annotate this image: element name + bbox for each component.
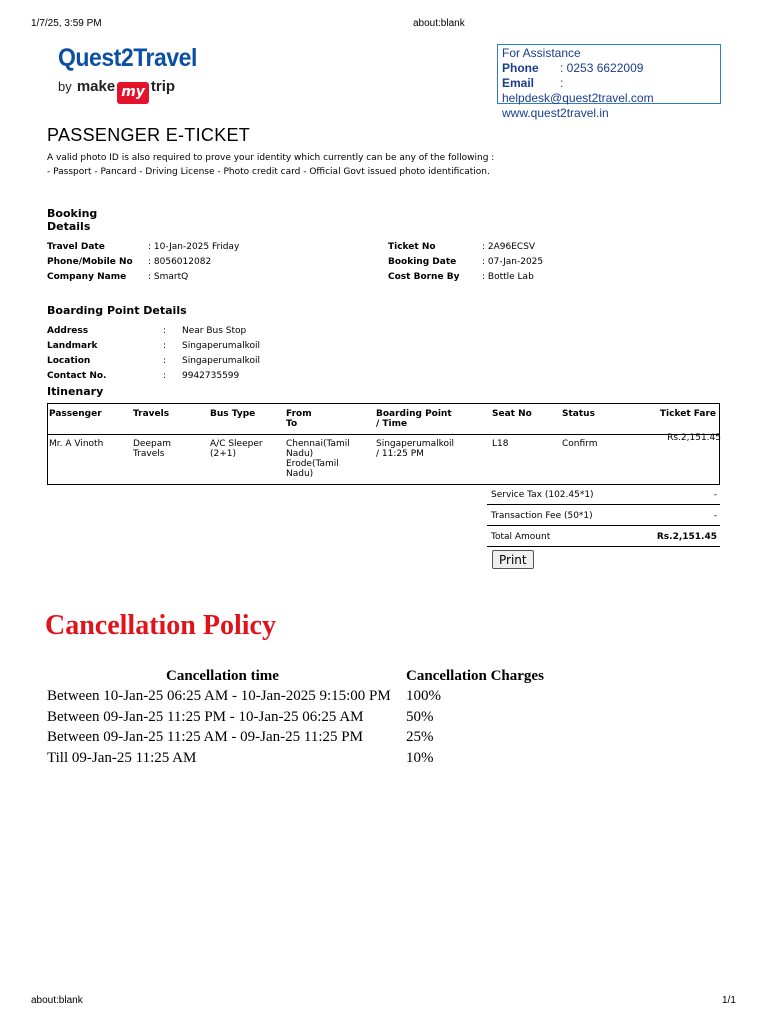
company-name-label: Company Name xyxy=(47,272,127,282)
service-tax-label: Service Tax (102.45*1) xyxy=(491,490,594,500)
booking-heading-line1: Booking xyxy=(47,207,98,220)
row-seat: L18 xyxy=(492,439,509,449)
cancellation-time: Till 09-Jan-25 11:25 AM xyxy=(47,749,197,766)
boarding-details: Address : Near Bus Stop Landmark : Singaperumalkoil Location : Singaperumalkoil Contact No. : 9942735599 xyxy=(47,326,260,381)
itinerary-heading: Itinenary xyxy=(47,385,104,398)
travel-date-label: Travel Date xyxy=(47,242,105,252)
fare-summary xyxy=(487,485,720,547)
row-fare: Rs.2,151.45 xyxy=(667,433,721,443)
col-status: Status xyxy=(562,409,595,419)
id-list: - Passport - Pancard - Driving License - Photo credit card - Official Govt issued photo identification. xyxy=(47,167,490,177)
col-cancellation-time: Cancellation time xyxy=(166,668,279,684)
email-value: : helpdesk@quest2travel.com xyxy=(502,76,654,105)
ticket-no-label: Ticket No xyxy=(388,242,436,252)
website-link[interactable]: www.quest2travel.in xyxy=(502,106,609,120)
col-from: From xyxy=(286,409,312,419)
col-to: To xyxy=(286,419,298,429)
row-bus-line1: A/C Sleeper xyxy=(210,439,263,449)
col-travels: Travels xyxy=(133,409,170,419)
row-from-line1: Chennai(Tamil xyxy=(286,439,350,449)
phone-mobile-label: Phone/Mobile No xyxy=(47,257,133,267)
col-seat: Seat No xyxy=(492,409,532,419)
logo-brand: Quest2Travel xyxy=(58,44,197,72)
row-travels xyxy=(133,439,171,459)
landmark-value: Singaperumalkoil xyxy=(182,341,260,351)
ticket-no-value: 2A96ECSV xyxy=(487,242,536,252)
cost-borne-label: Cost Borne By xyxy=(388,272,460,282)
landmark-label: Landmark xyxy=(47,341,98,351)
company-name-value: SmartQ xyxy=(153,272,189,282)
row-travels-line1: Deepam xyxy=(133,439,171,449)
contact-value: 9942735599 xyxy=(182,371,240,381)
cancellation-charge: 25% xyxy=(406,729,434,745)
email-label: Email xyxy=(502,76,535,90)
col-boarding xyxy=(376,409,452,429)
id-note: A valid photo ID is also required to prove your identity which currently can be any of the following : xyxy=(47,153,495,163)
col-passenger: Passenger xyxy=(49,409,102,419)
assistance-box xyxy=(497,44,721,120)
booking-date-value: 07-Jan-2025 xyxy=(487,257,544,267)
row-to-line2: Nadu) xyxy=(286,469,314,479)
row-status: Confirm xyxy=(562,439,598,449)
row-boarding xyxy=(376,439,454,459)
transaction-fee-row xyxy=(487,506,720,526)
cancellation-time: Between 10-Jan-25 06:25 AM - 10-Jan-2025 9:15:00 PM xyxy=(47,688,391,704)
print-datetime: 1/7/25, 3:59 PM xyxy=(31,18,102,29)
cancellation-time: Between 09-Jan-25 11:25 PM - 10-Jan-25 06:25 AM xyxy=(47,708,364,725)
booking-heading-line2: Details xyxy=(47,220,91,233)
logo-trip: trip xyxy=(150,78,176,95)
phone-mobile-value: 8056012082 xyxy=(153,257,212,267)
booking-heading xyxy=(47,207,97,233)
transaction-fee-value: - xyxy=(713,511,717,521)
phone-label: Phone xyxy=(502,61,539,75)
booking-left: Travel Date : 10-Jan-2025 Friday Phone/Mobile No : 8056012082 Company Name : SmartQ xyxy=(47,242,240,282)
cost-borne-value: Bottle Lab xyxy=(487,272,534,282)
print-footer-url: about:blank xyxy=(31,995,83,1006)
transaction-fee-label: Transaction Fee (50*1) xyxy=(491,511,593,521)
itinerary-header-divider xyxy=(48,434,719,435)
col-from-to xyxy=(286,409,312,429)
address-label: Address xyxy=(47,326,89,336)
total-row xyxy=(487,527,720,547)
cancellation-charge: 50% xyxy=(406,708,434,725)
logo-my: my xyxy=(117,82,149,104)
travel-date-value: 10-Jan-2025 Friday xyxy=(153,242,240,252)
row-travels-line2: Travels xyxy=(133,449,165,459)
quest2travel-logo xyxy=(58,44,209,104)
service-tax-row xyxy=(487,485,720,505)
total-value: Rs.2,151.45 xyxy=(656,532,717,542)
row-passenger: Mr. A Vinoth xyxy=(49,439,104,449)
col-cancellation-charges: Cancellation Charges xyxy=(406,668,544,684)
row-bus-type xyxy=(210,439,263,459)
booking-date-label: Booking Date xyxy=(388,257,457,267)
row-boarding-line1: Singaperumalkoil xyxy=(376,439,454,449)
page-title: PASSENGER E-TICKET xyxy=(47,125,251,145)
cancellation-time: Between 09-Jan-25 11:25 AM - 09-Jan-25 11:25 PM xyxy=(47,729,363,745)
cancellation-charge: 10% xyxy=(406,749,434,766)
col-boarding-point: Boarding Point xyxy=(376,409,452,419)
itinerary-table xyxy=(47,403,720,485)
row-to-line1: Erode(Tamil xyxy=(286,459,339,469)
contact-label: Contact No. xyxy=(47,371,107,381)
print-page-number: 1/1 xyxy=(722,995,736,1006)
row-bus-line2: (2+1) xyxy=(210,449,237,459)
cancellation-charge: 100% xyxy=(406,688,441,704)
address-value: Near Bus Stop xyxy=(182,326,247,336)
print-page-title: about:blank xyxy=(413,18,465,29)
print-button[interactable]: Print xyxy=(492,550,534,569)
phone-value: : 0253 6622009 xyxy=(560,61,644,75)
row-from-to xyxy=(286,439,350,479)
logo-make: make xyxy=(76,78,116,95)
location-label: Location xyxy=(47,356,91,366)
col-time: / Time xyxy=(376,419,408,429)
assistance-heading: For Assistance xyxy=(502,46,581,60)
col-fare: Ticket Fare xyxy=(659,409,716,419)
boarding-heading: Boarding Point Details xyxy=(47,304,187,317)
col-bus-type: Bus Type xyxy=(210,409,256,419)
total-label: Total Amount xyxy=(491,532,551,542)
service-tax-value: - xyxy=(713,490,717,500)
logo-by: by xyxy=(58,79,72,94)
row-from-line2: Nadu) xyxy=(286,449,314,459)
location-value: Singaperumalkoil xyxy=(182,356,260,366)
cancellation-heading: Cancellation Policy xyxy=(45,610,276,641)
row-boarding-line2: / 11:25 PM xyxy=(376,449,424,459)
booking-right: Ticket No : 2A96ECSV Booking Date : 07-Jan-2025 Cost Borne By : Bottle Lab xyxy=(388,242,544,282)
